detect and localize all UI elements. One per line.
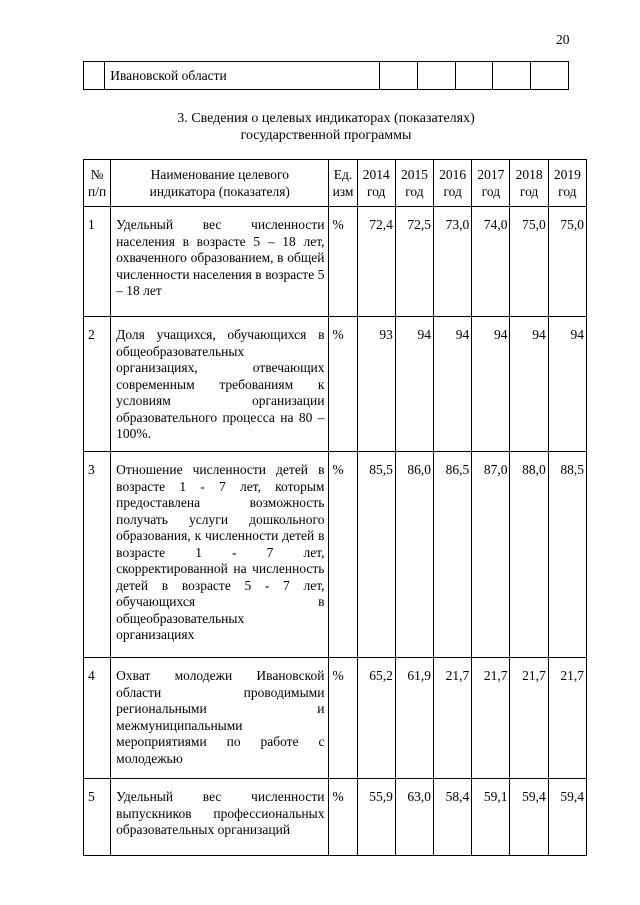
value-cell: 86,5 (434, 452, 472, 658)
row-number: 5 (84, 779, 111, 856)
header-text: 2015 (400, 167, 428, 182)
empty-cell (455, 62, 493, 90)
row-number: 3 (84, 452, 111, 658)
header-text: Наименование целевого (150, 167, 290, 182)
header-text: 2016 (439, 167, 467, 182)
table-row (84, 207, 587, 317)
value-cell: 94 (472, 317, 510, 452)
indicators-table (83, 159, 587, 856)
table-row (84, 658, 587, 779)
header-text: год (367, 184, 386, 199)
section-title-line: 3. Сведения о целевых индикаторах (показателях) (177, 111, 475, 126)
value-cell: 87,0 (472, 452, 510, 658)
unit-cell: % (329, 207, 357, 317)
header-text: год (481, 184, 501, 199)
header-year (472, 160, 510, 207)
empty-cell (493, 62, 531, 90)
value-cell: 74,0 (472, 207, 510, 317)
table-header-row (84, 160, 587, 207)
header-unit (329, 160, 357, 207)
empty-cell (417, 62, 455, 90)
value-cell: 94 (510, 317, 548, 452)
value-cell: 94 (395, 317, 433, 452)
value-cell: 93 (357, 317, 395, 452)
header-text: 2018 (515, 167, 543, 182)
value-cell: 72,4 (357, 207, 395, 317)
page-number: 20 (556, 32, 570, 47)
unit-cell: % (329, 658, 357, 779)
empty-cell (84, 62, 105, 90)
unit-cell: % (329, 779, 357, 856)
header-year (395, 160, 433, 207)
header-num (84, 160, 111, 207)
value-cell: 21,7 (510, 658, 548, 779)
value-cell: 61,9 (395, 658, 433, 779)
indicator-name: Доля учащихся, обучающихся в общеобразовательных организациях, отвечающих современным требованиям к условиям организации образовательного процесса на 80 – 100%. (111, 317, 329, 452)
header-year (357, 160, 395, 207)
row-number: 4 (84, 658, 111, 779)
header-text: № (90, 167, 104, 182)
value-cell: 55,9 (357, 779, 395, 856)
header-text: год (519, 184, 539, 199)
value-cell: 88,5 (548, 452, 586, 658)
continued-table-row (83, 61, 569, 90)
row-number: 1 (84, 207, 111, 317)
header-year (548, 160, 586, 207)
value-cell: 21,7 (548, 658, 586, 779)
indicator-name: Отношение численности детей в возрасте 1 - 7 лет, которым предоставлена возможность получать услуги дошкольного образования, к численности детей в возрасте 1 - 7 лет, скорректированной на численность детей в возрасте 5 - 7 лет, обучающихся в общеобразовательных организациях (111, 452, 329, 658)
indicator-name: Удельный вес численности выпускников профессиональных образовательных организаций (111, 779, 329, 856)
header-year (434, 160, 472, 207)
value-cell: 59,1 (472, 779, 510, 856)
header-text: п/п (87, 184, 107, 199)
section-title-line: государственной программы (240, 128, 412, 143)
value-cell: 63,0 (395, 779, 433, 856)
value-cell: 21,7 (472, 658, 510, 779)
value-cell: 59,4 (548, 779, 586, 856)
indicator-name: Охват молодежи Ивановской области проводимыми региональными и межмуниципальными мероприятиями по работе с молодежью (111, 658, 329, 779)
section-title (83, 110, 569, 144)
value-cell: 59,4 (510, 779, 548, 856)
value-cell: 58,4 (434, 779, 472, 856)
header-text: индикатора (показателя) (149, 184, 290, 199)
value-cell: 88,0 (510, 452, 548, 658)
indicator-name: Удельный вес численности населения в возрасте 5 – 18 лет, охваченного образованием, в общей численности населения в возрасте 5 – 18 лет (111, 207, 329, 317)
value-cell: 75,0 (548, 207, 586, 317)
value-cell: 73,0 (434, 207, 472, 317)
header-text: изм (332, 184, 354, 199)
header-text: год (443, 184, 462, 199)
region-name-cell: Ивановской области (105, 62, 380, 90)
value-cell: 72,5 (395, 207, 433, 317)
table-row (84, 317, 587, 452)
header-text: 2019 (553, 167, 581, 182)
value-cell: 21,7 (434, 658, 472, 779)
header-text: год (558, 184, 577, 199)
value-cell: 94 (434, 317, 472, 452)
value-cell: 75,0 (510, 207, 548, 317)
empty-cell (379, 62, 417, 90)
header-text: Ед. (333, 167, 353, 182)
unit-cell: % (329, 317, 357, 452)
empty-cell (531, 62, 569, 90)
header-text: год (405, 184, 424, 199)
table-row (84, 452, 587, 658)
unit-cell: % (329, 452, 357, 658)
header-year (510, 160, 548, 207)
header-text: 2014 (362, 167, 390, 182)
table-row (84, 779, 587, 856)
value-cell: 85,5 (357, 452, 395, 658)
value-cell: 94 (548, 317, 586, 452)
row-number: 2 (84, 317, 111, 452)
header-name (111, 160, 329, 207)
value-cell: 65,2 (357, 658, 395, 779)
header-text: 2017 (477, 167, 505, 182)
value-cell: 86,0 (395, 452, 433, 658)
